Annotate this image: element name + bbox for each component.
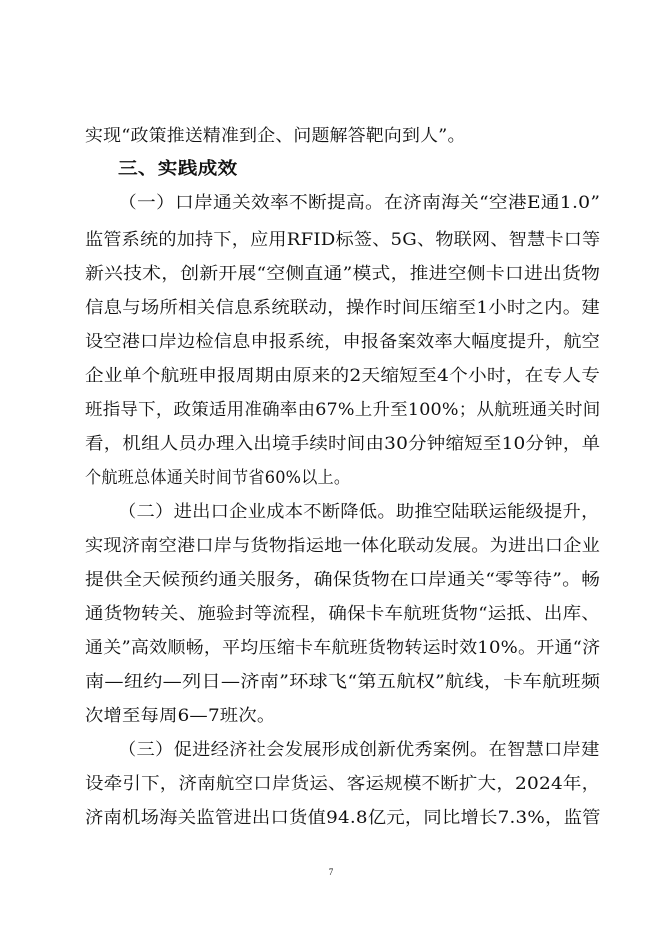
- body-line: 提供全天候预约通关服务，确保货物在口岸通关“零等待”。畅: [85, 570, 601, 590]
- body-line: 个航班总体通关时间节省60%以上。: [85, 468, 351, 488]
- section-heading: 三、实践成效: [118, 159, 238, 179]
- body-line: 设空港口岸边检信息申报系统，申报备案效率大幅度提升，航空: [85, 332, 600, 352]
- body-line: 班指导下，政策适用准确率由67%上升至100%；从航班通关时间: [85, 400, 601, 420]
- body-line: 济南机场海关监管进出口货值94.8亿元，同比增长7.3%，监管: [85, 808, 601, 828]
- body-line: 通货物转关、施验封等流程，确保卡车航班货物“运抵、出库、: [85, 604, 601, 624]
- body-line: 信息与场所相关信息系统联动，操作时间压缩至1小时之内。建: [85, 298, 601, 318]
- body-line: （三）促进经济社会发展形成创新优秀案例。在智慧口岸建: [118, 740, 600, 760]
- body-line: 企业单个航班申报周期由原来的2天缩短至4个小时，在专人专: [85, 366, 601, 386]
- body-line: 新兴技术，创新开展“空侧直通”模式，推进空侧卡口进出货物: [85, 264, 601, 284]
- body-line: 实现“政策推送精准到企、问题解答靶向到人”。: [85, 126, 466, 146]
- body-line: 通关”高效顺畅，平均压缩卡车航班货物转运时效10%。开通“济: [85, 638, 601, 658]
- body-line: 实现济南空港口岸与货物指运地一体化联动发展。为进出口企业: [85, 536, 600, 556]
- body-line: 监管系统的加持下，应用RFID标签、5G、物联网、智慧卡口等: [85, 230, 601, 250]
- page-number: 7: [328, 867, 334, 877]
- body-line: 次增至每周6—7班次。: [85, 706, 276, 726]
- body-line: 南—纽约—列日—济南”环球飞“第五航权”航线，卡车航班频: [85, 672, 601, 692]
- body-line: （一）口岸通关效率不断提高。在济南海关“空港E通1.0”: [118, 193, 601, 213]
- body-line: 看，机组人员办理入出境手续时间由30分钟缩短至10分钟，单: [85, 434, 601, 454]
- body-line: （二）进出口企业成本不断降低。助推空陆联运能级提升，: [118, 502, 600, 522]
- body-line: 设牵引下，济南航空口岸货运、客运规模不断扩大，2024年，: [85, 774, 601, 794]
